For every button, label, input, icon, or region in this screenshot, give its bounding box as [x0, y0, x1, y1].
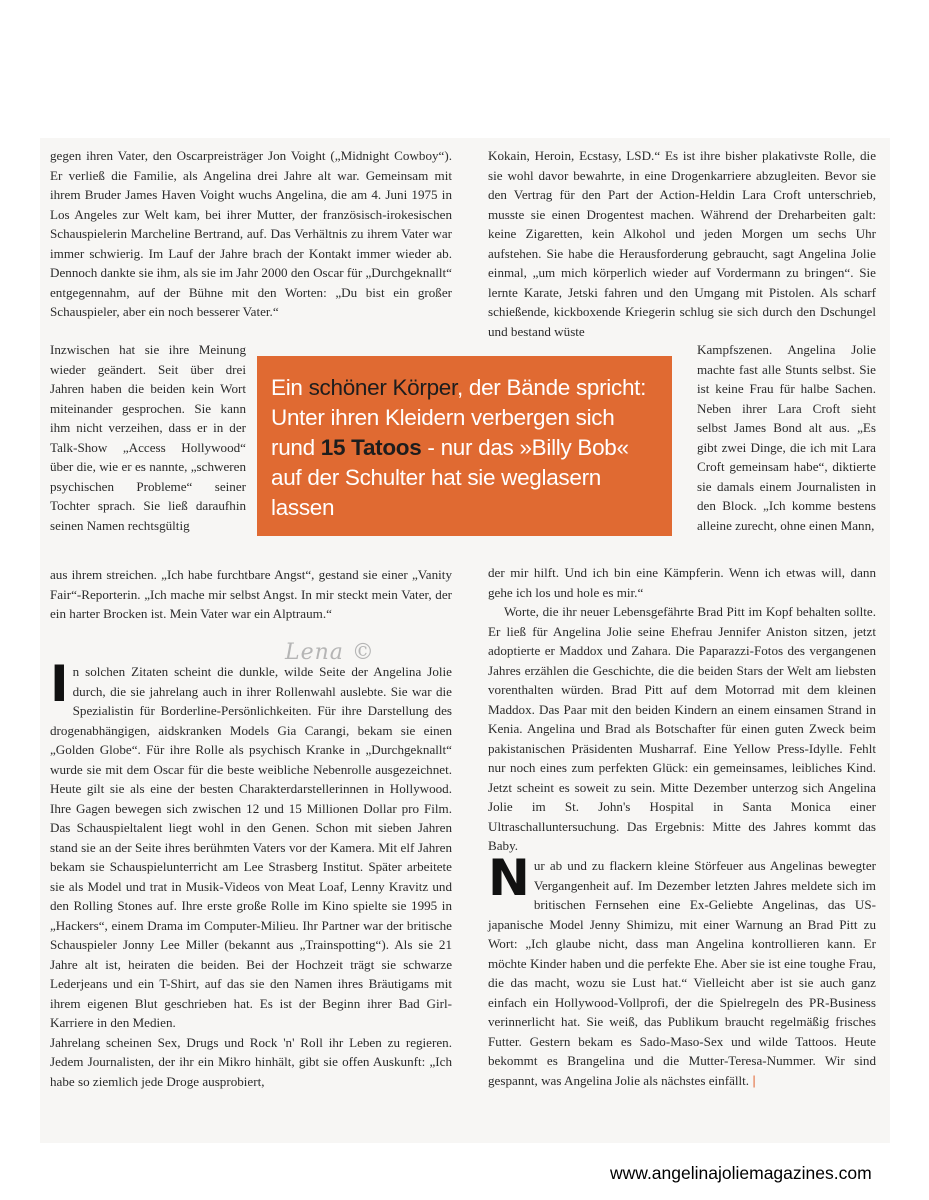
end-mark: |	[752, 1072, 756, 1088]
paragraph-kokain: Kokain, Heroin, Ecstasy, LSD.“ Es ist ihre bisher plakativste Rolle, die sie wohl davor bewahrte, in eine Drogenkarriere abzugleiten. Bevor sie den Vertrag für den Part der Action-Heldin Lara Croft unterschrieb, musste sie einen Drogentest machen. Während der Dreharbeiten galt: keine Zigaretten, kein Alkohol und jeden Morgen um sechs Uhr aufstehen. Sie habe die Herausforderung gebraucht, sagt Angelina Jolie einmal, „um mich körperlich wieder auf Vordermann zu bringen“. Sie lernte Karate, Jetski fahren und den Umgang mit Pistolen. Als scharf schießende, kickboxende Kriegerin schlug sie sich durch den Dschungel und bestand wüste	[488, 148, 876, 339]
paragraph-stoerfeuer: ur ab und zu flackern kleine Störfeuer aus Angelinas bewegter Vergangenheit auf. Im Dezember letzten Jahres meldete sich im britischen Fernsehen eine Ex-Geliebte Angelinas, das US-japanische Model Jenny Shimizu, mit einer Warnung an Brad Pitt zu Wort: „Ich glaube nicht, dass man Angelina kontrollieren kann. Er möchte Kinder haben und die perfekte Ehe. Aber sie ist eine toughe Frau, die das macht, wozu sie Lust hat.“ Vielleicht aber ist sie auch ganz einfach ein Hollywood-Vollprofi, der die Spielregeln des PR-Business verinnerlicht hat. Sie weiß, das Publikum braucht regelmäßig frisches Futter. Gestern bekam es Sado-Maso-Sex und wilde Tattoos. Heute bekommt es Brangelina und die Mutter-Teresa-Nummer. Wir sind gespannt, was Angelina Jolie als nächstes einfällt.	[488, 858, 876, 1088]
paragraph-worte: Worte, die ihr neuer Lebensgefährte Brad Pitt im Kopf behalten sollte. Er ließ für Angelina Jolie seine Ehefrau Jennifer Aniston sitzen, jetzt adoptierte er Maddox und Zahara. Die Paparazzi-Fotos des vergangenen Jahres erzählen die Geschichte, die die beiden Stars der Welt am liebsten vorenthalten würden. Brad Pitt auf dem Motorrad mit dem kleinen Maddox. Das Paar mit den beiden Kindern an einem einsamen Strand in Kenia. Angelina und Brad als Botschafter für einen guten Zweck beim pakistanischen Präsidenten Musharraf. Eine Yellow Press-Idylle. Fehlt nur noch eines zum perfekten Glück: ein gemeinsames, leibliches Kind. Jetzt scheint es soweit zu sein. Mitte Dezember unterzog sich Angelina Jolie im St. John's Hospital in Santa Monica einer Ultraschalluntersuchung. Das Ergebnis: Mitte des Jahres kommt das Baby.	[488, 604, 876, 853]
left-column-narrow	[50, 340, 246, 535]
drop-cap-i: I	[50, 655, 69, 713]
website-url: www.angelinajoliemagazines.com	[610, 1163, 872, 1183]
right-column-top	[488, 146, 876, 341]
watermark-signature: Lena ©	[285, 640, 375, 665]
right-column-worte	[488, 563, 876, 856]
dropcap-paragraph-stoerfeuer	[488, 849, 876, 1090]
left-column-angst	[50, 565, 452, 624]
dropcap-paragraph-zitaten	[50, 655, 452, 1091]
paragraph-kampfszenen: Kampfszenen. Angelina Jolie machte fast alle Stunts selbst. Sie ist keine Frau für halbe Sachen. Neben ihrer Lara Croft sieht selbst James Bond alt aus. „Es gibt zwei Dinge, die ich mit Lara Croft gemeinsam habe“, diktierte sie damals einem Journalisten in den Block. „Ich komme bestens alleine zurecht, ohne einen Mann,	[697, 342, 876, 533]
right-column-narrow	[697, 340, 876, 535]
paragraph-vater: gegen ihren Vater, den Oscarpreisträger Jon Voight („Midnight Cowboy“). Er verließ die Familie, als Angelina drei Jahre alt war. Gemeinsam mit ihrem Bruder James Haven Voight wuchs Angelina, die am 4. Juni 1975 in Los Angeles zur Welt kam, bei ihrer Mutter, der französisch-irokesischen Schauspielerin Marcheline Bertrand, auf. Das Verhältnis zu ihrem Vater war immer schwierig. Im Lauf der Jahre brach der Kontakt immer wieder ab. Dennoch dankte sie ihm, als sie im Jahr 2000 den Oscar für „Durchgeknallt“ entgegennahm, auf der Bühne mit den Worten: „Du bist ein großer Schauspieler, aber ein noch besserer Vater.“	[50, 148, 452, 319]
paragraph-kaempferin: der mir hilft. Und ich bin eine Kämpferin. Wenn ich etwas will, dann gehe ich los und hole es mir.“	[488, 565, 876, 600]
pull-quote-highlight-tatoos: 15 Tatoos	[320, 435, 422, 460]
paragraph-angst: aus ihrem streichen. „Ich habe furchtbare Angst“, gestand sie einer „Vanity Fair“-Reporterin. „Ich mache mir selbst Angst. In mir steckt mein Vater, der ein harter Brocken ist. Mein Vater war ein Alptraum.“	[50, 567, 452, 621]
pull-quote-text-1: Ein	[271, 375, 309, 400]
pull-quote-text-3: - nur das »Billy Bob« auf der Schulter hat sie weglasern lassen	[271, 435, 629, 520]
paragraph-zitaten: n solchen Zitaten scheint die dunkle, wilde Seite der Angelina Jolie durch, die sie jahrelang auch in ihrer Rollenwahl auslebte. Sie war die Spezialistin für Borderline-Persönlichkeiten. Für ihre Darstellung des drogenabhängigen, aidskranken Models Gia Carangi, bekam sie einen „Golden Globe“. Für ihre Rolle als psychisch Kranke in „Durchgeknallt“ wurde sie mit dem Oscar für die beste weibliche Nebenrolle ausgezeichnet. Heute gilt sie als eine der besten Charakterdarstellerinnen in Hollywood. Ihre Gagen bewegen sich zwischen 12 und 15 Millionen Dollar pro Film. Das Schauspieltalent liegt wohl in den Genen. Schon mit sieben Jahren stand sie an der Seite ihres berühmten Vaters vor der Kamera. Mit elf Jahren bekam sie Schauspielunterricht am Lee Strasberg Institut. Später arbeitete sie als Model und trat in Musik-Videos von Meat Loaf, Lenny Kravitz und den Rolling Stones auf. Ihre erste große Rolle im Kino spielte sie 1995 in „Hackers“, einem Drama im Computer-Milieu. Ihr Partner war der britische Schauspieler Jonny Lee Miller (bekannt aus „Trainspotting“). Als sie 21 Jahre alt ist, heiraten die beiden. Bei der Hochzeit trägt sie schwarze Lederjeans und ein T-Shirt, auf das sie den Namen ihres Bräutigams mit ihrem eigenen Blut geschrieben hat. Es ist der Beginn ihrer Bad Girl-Karriere in den Medien.	[50, 664, 452, 1030]
pull-quote-highlight-koerper: schöner Körper	[308, 375, 457, 400]
drop-cap-n: N	[488, 849, 530, 907]
pull-quote-text-2: , der Bände spricht: Unter ihren Kleidern verbergen sich rund	[271, 375, 647, 460]
paragraph-jahrelang: Jahrelang scheinen Sex, Drugs und Rock 'n' Roll ihr Leben zu regieren. Jedem Journalisten, der ihr ein Mikro hinhält, gibt sie offen Auskunft: „Ich habe so ziemlich jede Droge ausprobiert,	[50, 1034, 452, 1089]
left-column-top	[50, 146, 452, 322]
paragraph-meinung: Inzwischen hat sie ihre Meinung wieder geändert. Seit über drei Jahren haben die beiden kein Wort miteinander gesprochen. Sie kann ihm nicht verzeihen, dass er in der Talk-Show „Access Hollywood“ über die, wie er es nannte, „schweren psychischen Probleme“ seiner Tochter sprach. Sie ließ daraufhin seinen Namen rechtsgültig	[50, 342, 246, 533]
pull-quote-box	[257, 356, 672, 536]
